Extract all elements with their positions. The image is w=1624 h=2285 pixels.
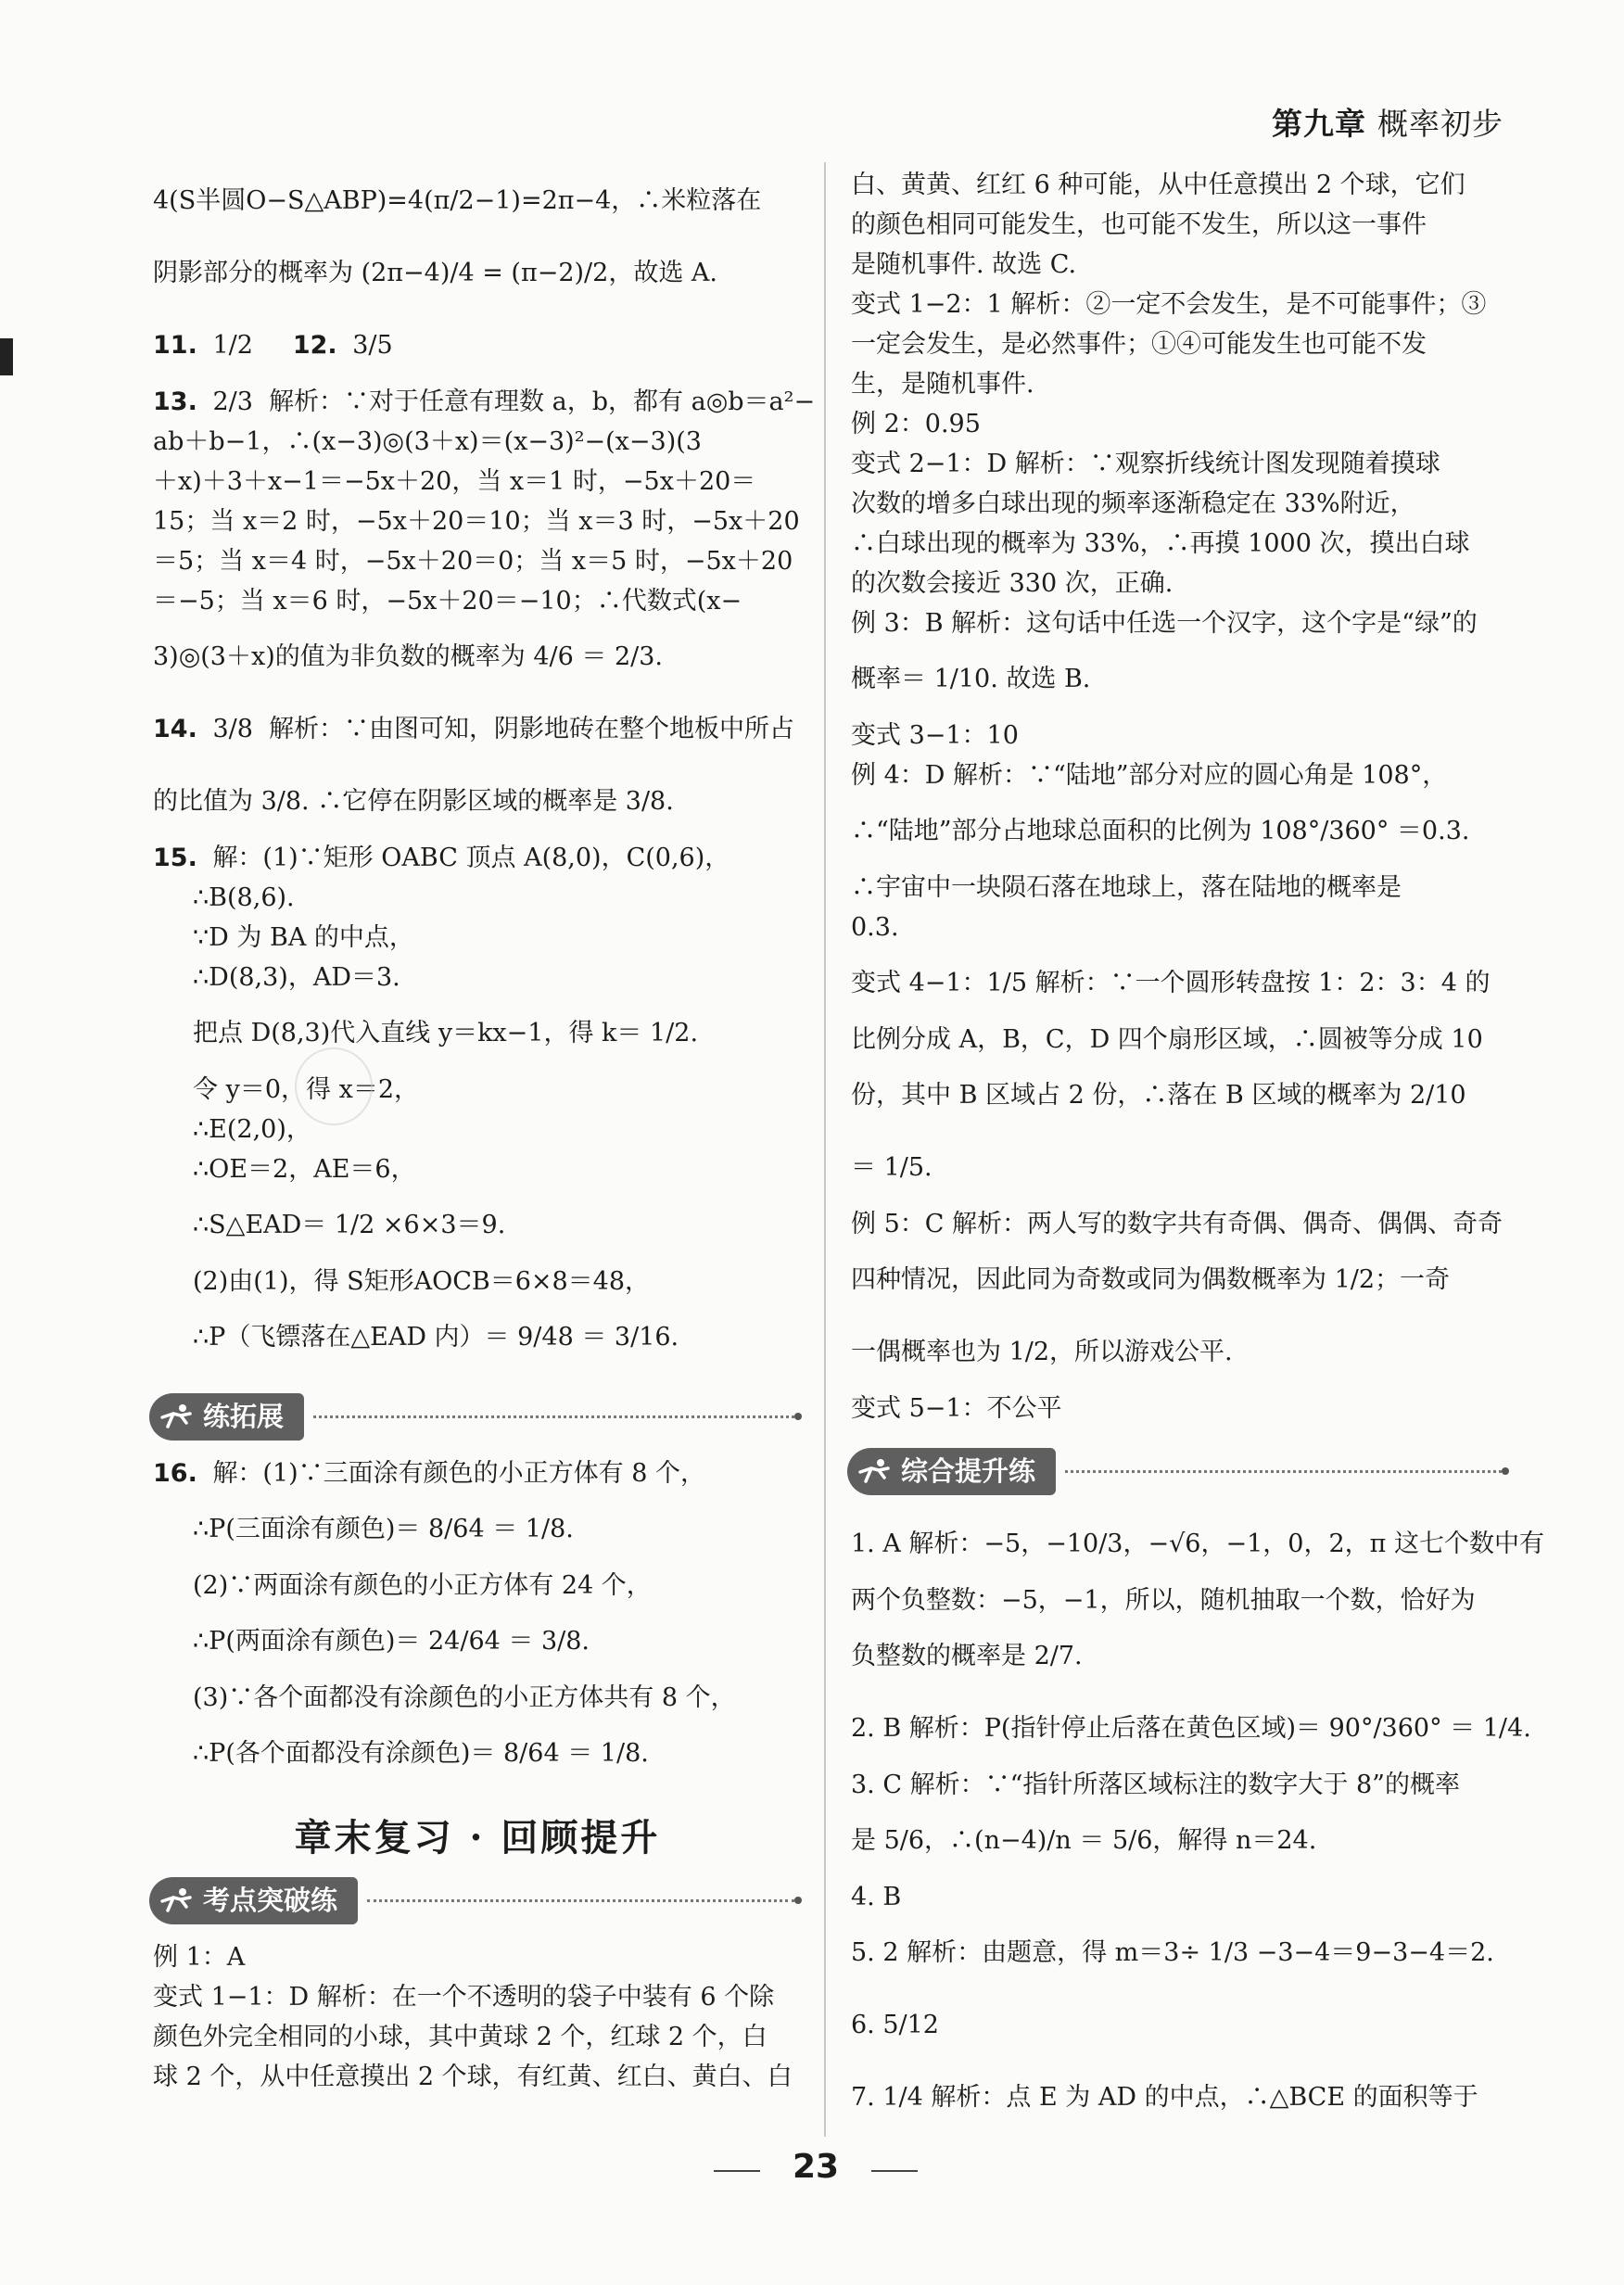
text-line: 变式 4−1：1/5 解析：∵一个圆形转盘按 1：2：3：4 的	[851, 969, 1491, 997]
runner-icon	[856, 1457, 892, 1485]
faint-stamp-mark	[295, 1047, 373, 1125]
side-tab-marker	[0, 338, 13, 375]
text-line: 3. C 解析：∵“指针所落区域标注的数字大于 8”的概率	[851, 1771, 1460, 1799]
dotted-rule-end	[1502, 1467, 1509, 1475]
dotted-rule-end	[794, 1897, 802, 1904]
text-line: ∴B(8,6).	[193, 883, 295, 912]
section-title: 综合提升练	[901, 1454, 1036, 1487]
text-line: 变式 2−1：D 解析：∵观察折线统计图发现随着摸球	[851, 450, 1440, 478]
text-line: (3)∵各个面都没有涂颜色的小正方体共有 8 个，	[193, 1683, 736, 1712]
text-line: ＝−5；当 x＝6 时，−5x＋20＝−10；∴代数式(x−	[153, 587, 742, 616]
text-line: 的次数会接近 330 次，正确.	[851, 569, 1174, 598]
text-line: ab＋b−1，∴(x−3)◎(3＋x)＝(x−3)²−(x−3)(3	[153, 427, 702, 456]
question-number: 16.	[153, 1459, 197, 1488]
question-number: 14.	[153, 715, 197, 743]
text-line: 球 2 个，从中任意摸出 2 个球，有红黄、红白、黄白、白	[153, 2063, 793, 2091]
text-line: 4. B	[851, 1883, 902, 1911]
text-line: 解析：∵对于任意有理数 a，b，都有 a◎b＝a²−	[269, 387, 816, 416]
text-line: 2. B 解析：P(指针停止后落在黄色区域)＝ 90°/360° ＝ 1/4.	[851, 1714, 1531, 1743]
text-line: 把点 D(8,3)代入直线 y＝kx−1，得 k＝ 1/2.	[193, 1019, 699, 1047]
text-line: ∴P(各个面都没有涂颜色)＝ 8/64 ＝ 1/8.	[193, 1739, 649, 1768]
question-number: 13.	[153, 387, 197, 416]
text-line: 例 4：D 解析：∵“陆地”部分对应的圆心角是 108°，	[851, 761, 1448, 790]
text-line: 的比值为 3/8. ∴它停在阴影区域的概率是 3/8.	[153, 787, 674, 816]
question-16	[153, 1454, 802, 1493]
section-pill	[149, 1393, 304, 1441]
text-line: 解：(1)∵三面涂有颜色的小正方体有 8 个，	[212, 1459, 706, 1488]
text-line: 份，其中 B 区域占 2 份，∴落在 B 区域的概率为 2/10	[851, 1081, 1466, 1110]
question-number: 11.	[153, 331, 197, 360]
dotted-rule-end	[794, 1413, 802, 1420]
text-line: 概率＝ 1/10. 故选 B.	[851, 665, 1091, 693]
section-pill	[149, 1877, 358, 1924]
page-number: 23	[714, 2148, 918, 2186]
text-line: 的颜色相同可能发生，也可能不发生，所以这一事件	[851, 210, 1427, 239]
text-line: 次数的增多白球出现的频率逐渐稳定在 33%附近，	[851, 489, 1415, 518]
text-line: ∴OE＝2，AE＝6，	[193, 1155, 416, 1184]
text-line: ∵D 为 BA 的中点，	[193, 923, 414, 952]
section-banner-comprehensive	[847, 1445, 1509, 1497]
text-line: 例 5：C 解析：两人写的数字共有奇偶、偶奇、偶偶、奇奇	[851, 1210, 1503, 1238]
text-line: ＋x)＋3＋x−1＝−5x＋20，当 x＝1 时，−5x＋20＝	[153, 467, 756, 496]
section-pill	[847, 1448, 1056, 1495]
answer-value: 3/5	[352, 331, 393, 360]
text-line: 令 y＝0，得 x＝2，	[193, 1075, 420, 1104]
runner-icon	[159, 1403, 194, 1430]
question-14	[153, 693, 802, 766]
text-line: 一定会发生，是必然事件；①④可能发生也可能不发	[851, 330, 1427, 359]
left-column	[153, 165, 816, 2097]
text-line: ＝ 1/5.	[851, 1153, 933, 1182]
chapter-title: 概率初步	[1377, 106, 1503, 142]
text-line: 例 2：0.95	[851, 410, 981, 438]
text-line: 0.3.	[851, 913, 899, 942]
text-line: ∴宇宙中一块陨石落在地球上，落在陆地的概率是	[851, 873, 1402, 902]
text-line: 变式 1−1：D 解析：在一个不透明的袋子中装有 6 个除	[153, 1983, 775, 2012]
text-line: 变式 5−1：不公平	[851, 1394, 1062, 1423]
dotted-rule	[313, 1415, 794, 1418]
text-line: 解析：∵由图可知，阴影地砖在整个地板中所占	[269, 715, 795, 743]
text-line: (2)∵两面涂有颜色的小正方体有 24 个，	[193, 1571, 652, 1600]
text-line: 生，是随机事件.	[851, 370, 1034, 399]
text-line: 1. A 解析：−5，−10/3，−√6，−1，0，2，π 这七个数中有	[851, 1530, 1544, 1558]
text-line: 15；当 x＝2 时，−5x＋20＝10；当 x＝3 时，−5x＋20	[153, 507, 800, 536]
section-title: 练拓展	[203, 1400, 285, 1432]
section-banner-breakthrough	[149, 1874, 802, 1926]
text-line: ∴D(8,3)，AD＝3.	[193, 963, 400, 992]
answer-value: 1/2	[212, 331, 253, 360]
question-number: 15.	[153, 844, 197, 872]
text-line: 变式 3−1：10	[851, 721, 1019, 750]
text-line: 负整数的概率是 2/7.	[851, 1642, 1083, 1670]
text-line: 解：(1)∵矩形 OABC 顶点 A(8,0)，C(0,6)，	[212, 844, 730, 872]
text-line: ∴白球出现的概率为 33%，∴再摸 1000 次，摸出白球	[851, 529, 1470, 558]
dotted-rule	[1065, 1470, 1502, 1473]
text-line: 两个负整数：−5，−1，所以，随机抽取一个数，恰好为	[851, 1586, 1476, 1615]
text-line: 四种情况，因此同为奇数或同为偶数概率为 1/2；一奇	[851, 1265, 1451, 1294]
chapter-review-title: 章末复习 · 回顾提升	[294, 1816, 661, 1860]
text-line: 比例分成 A，B，C，D 四个扇形区域，∴圆被等分成 10	[851, 1025, 1483, 1054]
text-line: 3)◎(3＋x)的值为非负数的概率为 4/6 ＝ 2/3.	[153, 642, 663, 671]
text-line: 变式 1−2：1 解析：②一定不会发生，是不可能事件；③	[851, 290, 1487, 319]
text-line: 是随机事件. 故选 C.	[851, 250, 1077, 279]
answer-value: 3/8	[212, 715, 253, 743]
text-line: ∴P(三面涂有颜色)＝ 8/64 ＝ 1/8.	[193, 1515, 574, 1543]
text-line: ∴“陆地”部分占地球总面积的比例为 108°/360° ＝0.3.	[851, 817, 1470, 845]
question-13	[153, 382, 816, 422]
section-title: 考点突破练	[203, 1884, 338, 1916]
text-line: ∴S△EAD＝ 1/2 ×6×3＝9.	[193, 1211, 506, 1239]
text-line: 6. 5/12	[851, 2011, 939, 2039]
text-line: ∴P（飞镖落在△EAD 内）＝ 9/48 ＝ 3/16.	[193, 1323, 679, 1352]
text-line: 4(S半圆O−S△ABP)=4(π/2−1)=2π−4，∴米粒落在	[153, 186, 762, 215]
text-line: 阴影部分的概率为 (2π−4)/4 = (π−2)/2，故选 A.	[153, 259, 717, 287]
text-line: 例 1：A	[153, 1943, 246, 1972]
text-line: ∴E(2,0)，	[193, 1115, 311, 1144]
column-divider	[824, 162, 826, 2137]
text-line: 白、黄黄、红红 6 种可能，从中任意摸出 2 个球，它们	[851, 171, 1465, 199]
runner-icon	[159, 1886, 194, 1914]
text-line: 5. 2 解析：由题意，得 m＝3÷ 1/3 −3−4＝9−3−4＝2.	[851, 1938, 1494, 1967]
right-column	[851, 165, 1544, 2134]
dotted-rule	[367, 1899, 794, 1902]
text-line: ＝5；当 x＝4 时，−5x＋20＝0；当 x＝5 时，−5x＋20	[153, 547, 793, 576]
chapter-label: 第九章	[1272, 106, 1366, 142]
page-header	[1272, 100, 1503, 144]
text-line: 例 3：B 解析：这句话中任选一个汉字，这个字是“绿”的	[851, 609, 1478, 638]
text-line: ∴P(两面涂有颜色)＝ 24/64 ＝ 3/8.	[193, 1627, 590, 1656]
text-line: 颜色外完全相同的小球，其中黄球 2 个，红球 2 个，白	[153, 2023, 768, 2051]
text-line: (2)由(1)，得 S矩形AOCB＝6×8＝48，	[193, 1267, 651, 1296]
answer-line-11-12	[153, 310, 802, 382]
section-banner-extend	[149, 1390, 802, 1442]
text-line: 7. 1/4 解析：点 E 为 AD 的中点，∴△BCE 的面积等于	[851, 2083, 1478, 2112]
question-number: 12.	[292, 331, 337, 360]
text-line: 是 5/6，∴(n−4)/n ＝ 5/6，解得 n＝24.	[851, 1826, 1317, 1855]
text-line: 一偶概率也为 1/2，所以游戏公平.	[851, 1338, 1233, 1366]
answer-value: 2/3	[212, 387, 253, 416]
question-15	[153, 838, 802, 878]
